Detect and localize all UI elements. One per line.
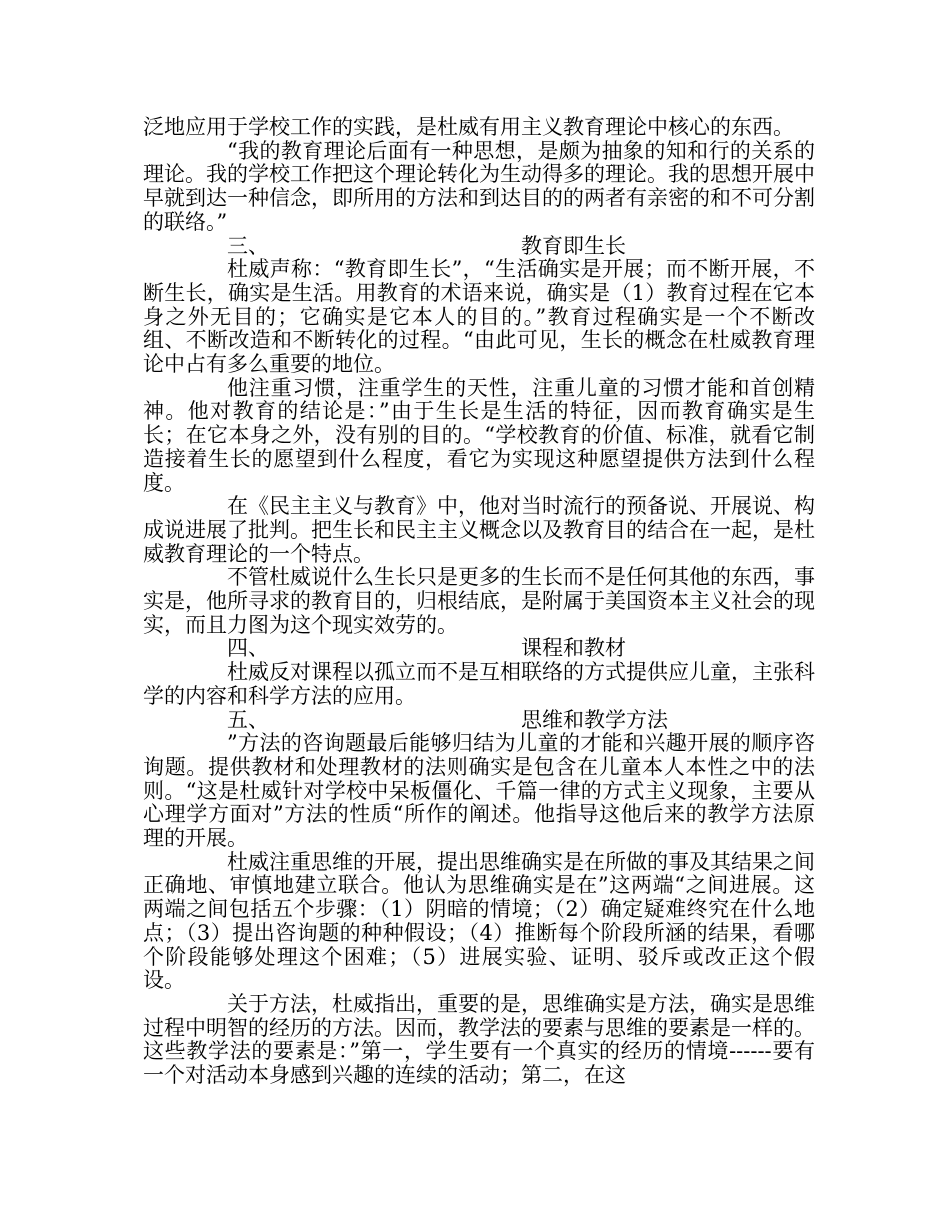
section-number: 三、 xyxy=(227,233,269,258)
paragraph: 杜威反对课程以孤立而不是互相联络的方式提供应儿童，主张科学的内容和科学方法的应用。 xyxy=(143,660,815,708)
section-heading xyxy=(143,637,815,661)
paragraph: 不管杜威说什么生长只是更多的生长而不是任何其他的东西，事实是，他所寻求的教育目的，归根结底，是附属于美国资本主义社会的现实，而且力图为这个现实效劳的。 xyxy=(143,565,815,637)
document-page xyxy=(143,116,815,1088)
section-number: 四、 xyxy=(227,636,269,661)
paragraph: 杜威注重思维的开展，提出思维确实是在所做的事及其结果之间正确地、审慎地建立联合。他认为思维确实是在”这两端“之间进展。这两端之间包括五个步骤：（1）阴暗的情境；（2）确定疑难终究在什么地点；（3）提出咨询题的种种假设；（4）推断每个阶段所涵的结果，看哪个阶段能够处理这个困难；（5）进展实验、证明、驳斥或改正这个假设。 xyxy=(143,849,815,993)
section-heading xyxy=(143,709,815,733)
paragraph: 杜威声称：“教育即生长”，“生活确实是开展；而不断开展，不断生长，确实是生活。用教育的术语来说，确实是（1）教育过程在它本身之外无目的；它确实是它本人的目的。”教育过程确实是一个不断改组、不断改造和不断转化的过程。“由此可见，生长的概念在杜威教育理论中占有多么重要的地位。 xyxy=(143,257,815,377)
section-title: 课程和教材 xyxy=(521,636,626,661)
section-heading xyxy=(143,235,815,259)
section-number: 五、 xyxy=(227,707,269,732)
section-title: 思维和教学方法 xyxy=(521,707,668,732)
paragraph: ”方法的咨询题最后能够归结为儿童的才能和兴趣开展的顺序咨询题。提供教材和处理教材的法则确实是包含在儿童本人本性之中的法则。“这是杜威针对学校中呆板僵化、千篇一律的方式主义现象，主要从心理学方面对”方法的性质“所作的阐述。他指导这他后来的教学方法原理的开展。 xyxy=(143,731,815,851)
paragraph: 在《民主主义与教育》中，他对当时流行的预备说、开展说、构成说进展了批判。把生长和民主主义概念以及教育目的结合在一起，是杜威教育理论的一个特点。 xyxy=(143,494,815,566)
section-title: 教育即生长 xyxy=(521,233,626,258)
paragraph: 他注重习惯，注重学生的天性，注重儿童的习惯才能和首创精神。他对教育的结论是：”由于生长是生活的特征，因而教育确实是生长；在它本身之外，没有别的目的。“学校教育的价值、标准，就看它制造接着生长的愿望到什么程度，看它为实现这种愿望提供方法到什么程度。 xyxy=(143,375,815,495)
paragraph: “我的教育理论后面有一种思想，是颇为抽象的知和行的关系的理论。我的学校工作把这个理论转化为生动得多的理论。我的思想开展中早就到达一种信念，即所用的方法和到达目的的两者有亲密的和不可分割的联络。” xyxy=(143,138,815,234)
continued-paragraph: 泛地应用于学校工作的实践，是杜威有用主义教育理论中核心的东西。 xyxy=(143,115,794,139)
paragraph: 关于方法，杜威指出，重要的是，思维确实是方法，确实是思维过程中明智的经历的方法。因而，教学法的要素与思维的要素是一样的。这些教学法的要素是：”第一，学生要有一个真实的经历的情境------要有一个对活动本身感到兴趣的连续的活动；第二，在这 xyxy=(143,991,815,1088)
